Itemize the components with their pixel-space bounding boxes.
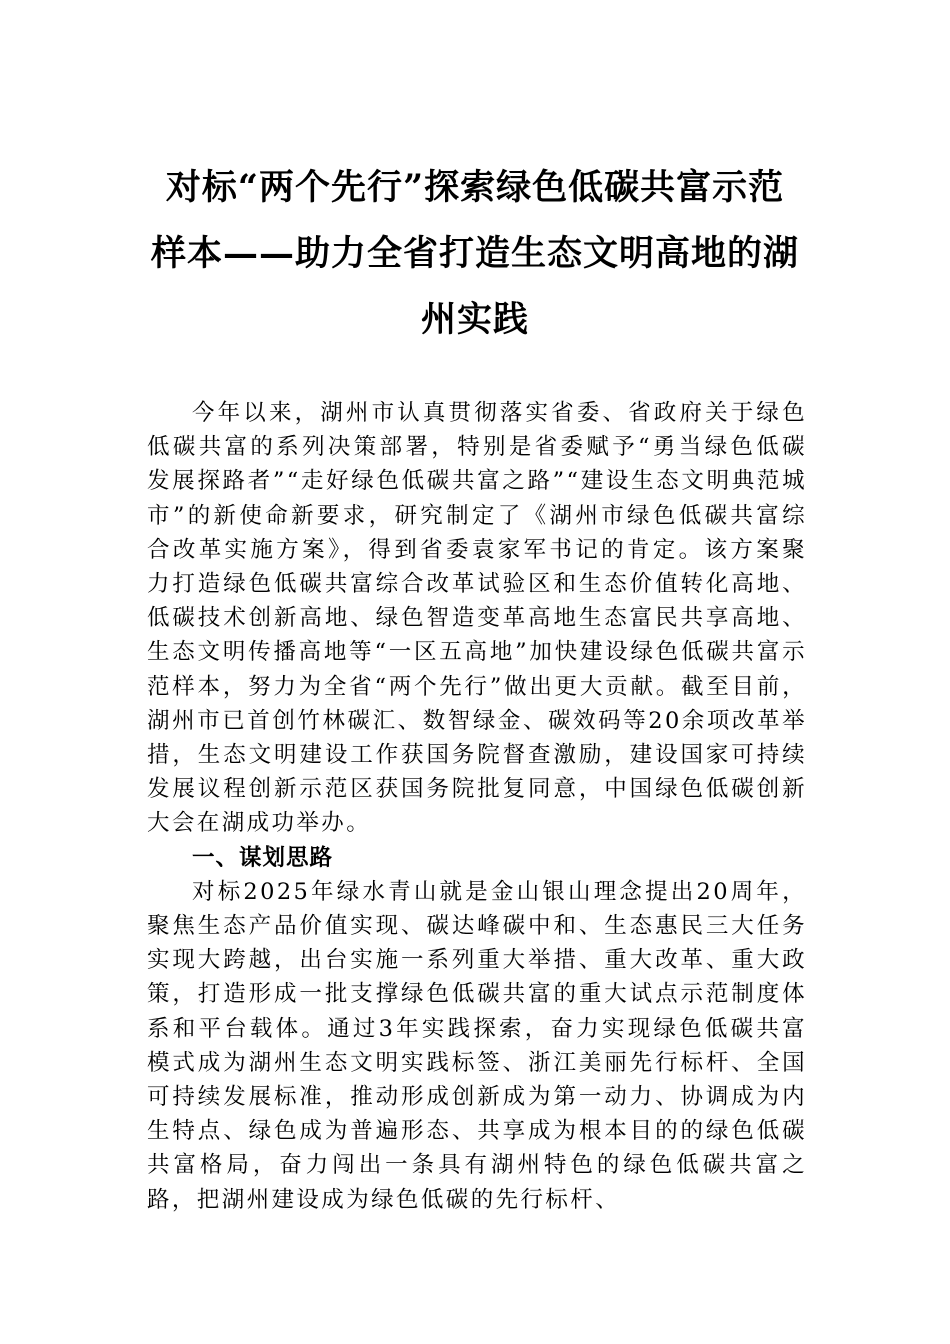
intro-paragraph: 今年以来，湖州市认真贯彻落实省委、省政府关于绿色低碳共富的系列决策部署，特别是省委赋予“勇当绿色低碳发展探路者”“走好绿色低碳共富之路”“建设生态文明典范城市”的新使命新要求，研究制定了《湖州市绿色低碳共富综合改革实施方案》，得到省委袁家军书记的肯定。该方案聚力打造绿色低碳共富综合改革试验区和生态价值转化高地、低碳技术创新高地、绿色智造变革高地生态富民共享高地、生态文明传播高地等“一区五高地”加快建设绿色低碳共富示范样本，努力为全省“两个先行”做出更大贡献。截至目前，湖州市已首创竹林碳汇、数智绿金、碳效码等20余项改革举措，生态文明建设工作获国务院督查激励，建设国家可持续发展议程创新示范区获国务院批复同意，中国绿色低碳创新大会在湖成功举办。 — [147, 400, 807, 837]
title-line-1: 对标“两个先行”探索绿色低碳共富示范 — [165, 167, 785, 208]
title-line-2: 样本——助力全省打造生态文明高地的湖 — [150, 233, 799, 274]
planning-paragraph: 对标2025年绿水青山就是金山银山理念提出20周年，聚焦生态产品价值实现、碳达峰碳中和、生态惠民三大任务实现大跨越，出台实施一系列重大举措、重大改革、重大政策，打造形成一批支撑绿色低碳共富的重大试点示范制度体系和平台载体。通过3年实践探索，奋力实现绿色低碳共富模式成为湖州生态文明实践标签、浙江美丽先行标杆、全国可持续发展标准，推动形成创新成为第一动力、协调成为内生特点、绿色成为普遍形态、共享成为根本目的的绿色低碳共富格局，奋力闯出一条具有湖州特色的绿色低碳共富之路，把湖州建设成为绿色低碳的先行标杆、 — [147, 878, 807, 1213]
title-line-3: 州实践 — [420, 299, 529, 340]
document-title — [150, 155, 800, 353]
document-body — [147, 396, 807, 1217]
section-heading-planning: 一、谋划思路 — [192, 844, 334, 871]
